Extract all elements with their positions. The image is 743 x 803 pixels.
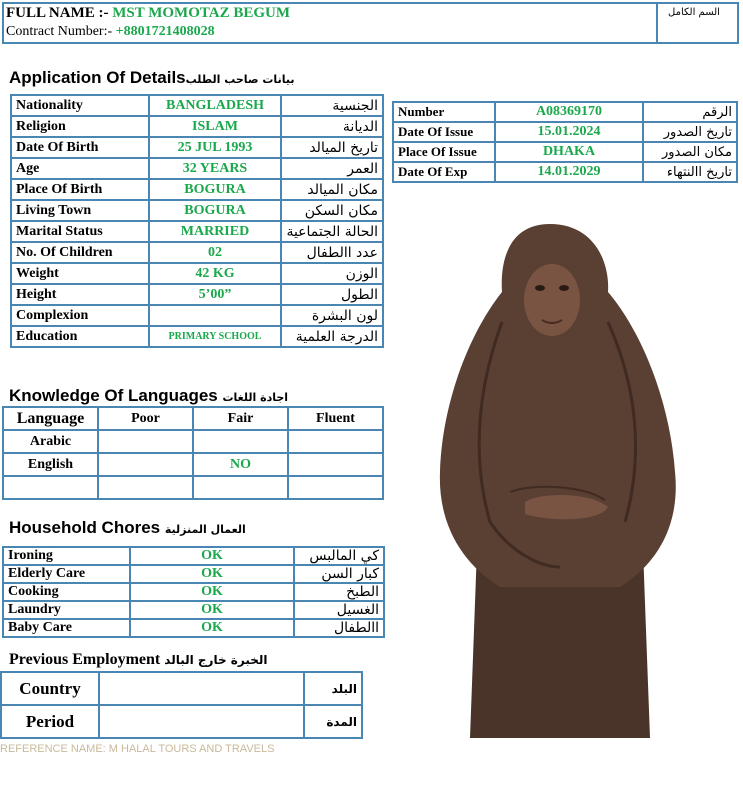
- languages-row: [3, 476, 383, 499]
- passport-label: Number: [393, 102, 495, 122]
- language-level: [288, 476, 383, 499]
- application-label-ar: مكان الميالد: [281, 179, 383, 200]
- application-value: MARRIED: [149, 221, 281, 242]
- chore-label: Ironing: [3, 547, 130, 565]
- passport-row: [393, 162, 737, 182]
- chore-label-ar: كي المالبس: [294, 547, 384, 565]
- application-value: BOGURA: [149, 179, 281, 200]
- application-label: Religion: [11, 116, 149, 137]
- employment-value: [99, 672, 304, 705]
- languages-title-en: Knowledge Of Languages: [9, 386, 218, 405]
- application-label: Place Of Birth: [11, 179, 149, 200]
- application-row: [11, 263, 383, 284]
- passport-label: Date Of Exp: [393, 162, 495, 182]
- application-row: [11, 95, 383, 116]
- chores-title-ar: العمال المنزلية: [164, 523, 246, 536]
- languages-header-cell: Fluent: [288, 407, 383, 430]
- chore-value: OK: [130, 583, 294, 601]
- chore-label-ar: الغسيل: [294, 601, 384, 619]
- full-name-line: [6, 5, 290, 22]
- application-label: Height: [11, 284, 149, 305]
- application-label-ar: الحالة الجتماعية: [281, 221, 383, 242]
- passport-value: 14.01.2029: [495, 162, 643, 182]
- languages-title-ar: اجادة اللغات: [222, 391, 289, 404]
- application-label: No. Of Children: [11, 242, 149, 263]
- application-value: PRIMARY SCHOOL: [149, 326, 281, 347]
- application-label-ar: تاريخ الميالد: [281, 137, 383, 158]
- chore-label-ar: االطفال: [294, 619, 384, 637]
- passport-label-ar: تاريخ االنتهاء: [643, 162, 737, 182]
- applicant-photo: [430, 222, 680, 738]
- application-label: Weight: [11, 263, 149, 284]
- application-label-ar: الدرجة العلمية: [281, 326, 383, 347]
- chore-label: Cooking: [3, 583, 130, 601]
- employment-value: [99, 705, 304, 738]
- application-value: BANGLADESH: [149, 95, 281, 116]
- chore-value: OK: [130, 619, 294, 637]
- language-level: [193, 430, 288, 453]
- employment-row: [1, 672, 362, 705]
- contact-value: +8801721408028: [115, 24, 215, 39]
- language-name: English: [3, 453, 98, 476]
- contact-label: Contract Number:-: [6, 24, 113, 39]
- language-name: Arabic: [3, 430, 98, 453]
- employment-title-en: Previous Employment: [9, 651, 161, 668]
- application-row: [11, 116, 383, 137]
- language-level: [288, 453, 383, 476]
- reference-name: REFERENCE NAME: M HALAL TOURS AND TRAVELS: [0, 743, 275, 755]
- application-label: Complexion: [11, 305, 149, 326]
- employment-label-ar: المدة: [304, 705, 362, 738]
- application-row: [11, 242, 383, 263]
- chore-label: Baby Care: [3, 619, 130, 637]
- language-level: NO: [193, 453, 288, 476]
- application-row: [11, 137, 383, 158]
- employment-label: Period: [1, 705, 99, 738]
- languages-title: [9, 386, 288, 406]
- employment-label: Country: [1, 672, 99, 705]
- application-label: Living Town: [11, 200, 149, 221]
- employment-title: [9, 651, 268, 669]
- application-value: BOGURA: [149, 200, 281, 221]
- application-label-ar: الديانة: [281, 116, 383, 137]
- chore-row: [3, 547, 384, 565]
- passport-label: Place Of Issue: [393, 142, 495, 162]
- application-value: 25 JUL 1993: [149, 137, 281, 158]
- application-row: [11, 200, 383, 221]
- chore-label-ar: الطبخ: [294, 583, 384, 601]
- chore-row: [3, 601, 384, 619]
- application-row: [11, 305, 383, 326]
- application-label: Education: [11, 326, 149, 347]
- employment-title-ar: الخبرة خارج البالد: [164, 653, 268, 667]
- chore-label: Laundry: [3, 601, 130, 619]
- application-row: [11, 158, 383, 179]
- application-label-ar: عدد االطفال: [281, 242, 383, 263]
- application-label-ar: الوزن: [281, 263, 383, 284]
- application-row: [11, 221, 383, 242]
- passport-value: A08369170: [495, 102, 643, 122]
- languages-row: [3, 430, 383, 453]
- application-label-ar: لون البشرة: [281, 305, 383, 326]
- chore-row: [3, 565, 384, 583]
- passport-table: [392, 101, 738, 183]
- application-title-ar: بيانات صاحب الطلب: [185, 73, 295, 86]
- passport-row: [393, 102, 737, 122]
- passport-label-ar: مكان الصدور: [643, 142, 737, 162]
- application-row: [11, 179, 383, 200]
- language-level: [98, 430, 193, 453]
- application-value: 02: [149, 242, 281, 263]
- chores-title: [9, 518, 246, 538]
- chore-label-ar: كبار السن: [294, 565, 384, 583]
- chore-row: [3, 619, 384, 637]
- full-name-value: MST MOMOTAZ BEGUM: [112, 5, 291, 21]
- application-value: ISLAM: [149, 116, 281, 137]
- employment-table: [0, 671, 363, 739]
- languages-row: [3, 453, 383, 476]
- application-value: 32 YEARS: [149, 158, 281, 179]
- application-value: [149, 305, 281, 326]
- application-label-ar: الطول: [281, 284, 383, 305]
- chores-table: [2, 546, 385, 638]
- employment-label-ar: البلد: [304, 672, 362, 705]
- passport-label: Date Of Issue: [393, 122, 495, 142]
- languages-header-cell: Poor: [98, 407, 193, 430]
- passport-value: 15.01.2024: [495, 122, 643, 142]
- application-title: [9, 68, 294, 88]
- chores-title-en: Household Chores: [9, 518, 161, 537]
- languages-header-cell: Language: [3, 407, 98, 430]
- contact-line: [6, 24, 215, 40]
- language-level: [98, 476, 193, 499]
- language-level: [288, 430, 383, 453]
- chore-value: OK: [130, 565, 294, 583]
- full-name-label: FULL NAME :-: [6, 5, 109, 21]
- passport-row: [393, 122, 737, 142]
- application-row: [11, 326, 383, 347]
- application-value: 42 KG: [149, 263, 281, 284]
- application-label-ar: العمر: [281, 158, 383, 179]
- application-label: Date Of Birth: [11, 137, 149, 158]
- application-label: Nationality: [11, 95, 149, 116]
- passport-label-ar: تاريخ الصدور: [643, 122, 737, 142]
- chore-value: OK: [130, 601, 294, 619]
- chore-row: [3, 583, 384, 601]
- application-label-ar: مكان السكن: [281, 200, 383, 221]
- passport-value: DHAKA: [495, 142, 643, 162]
- passport-label-ar: الرقم: [643, 102, 737, 122]
- chore-value: OK: [130, 547, 294, 565]
- application-label: Marital Status: [11, 221, 149, 242]
- header-divider: [656, 2, 658, 42]
- application-title-en: Application Of Details: [9, 68, 186, 87]
- employment-row: [1, 705, 362, 738]
- chore-label: Elderly Care: [3, 565, 130, 583]
- passport-row: [393, 142, 737, 162]
- application-row: [11, 284, 383, 305]
- languages-table: [2, 406, 384, 500]
- full-name-label-ar: السم الكامل: [668, 7, 720, 18]
- language-name: [3, 476, 98, 499]
- language-level: [98, 453, 193, 476]
- language-level: [193, 476, 288, 499]
- languages-header-cell: Fair: [193, 407, 288, 430]
- application-label-ar: الجنسية: [281, 95, 383, 116]
- application-label: Age: [11, 158, 149, 179]
- languages-header-row: [3, 407, 383, 430]
- application-table: [10, 94, 384, 348]
- application-value: 5’00”: [149, 284, 281, 305]
